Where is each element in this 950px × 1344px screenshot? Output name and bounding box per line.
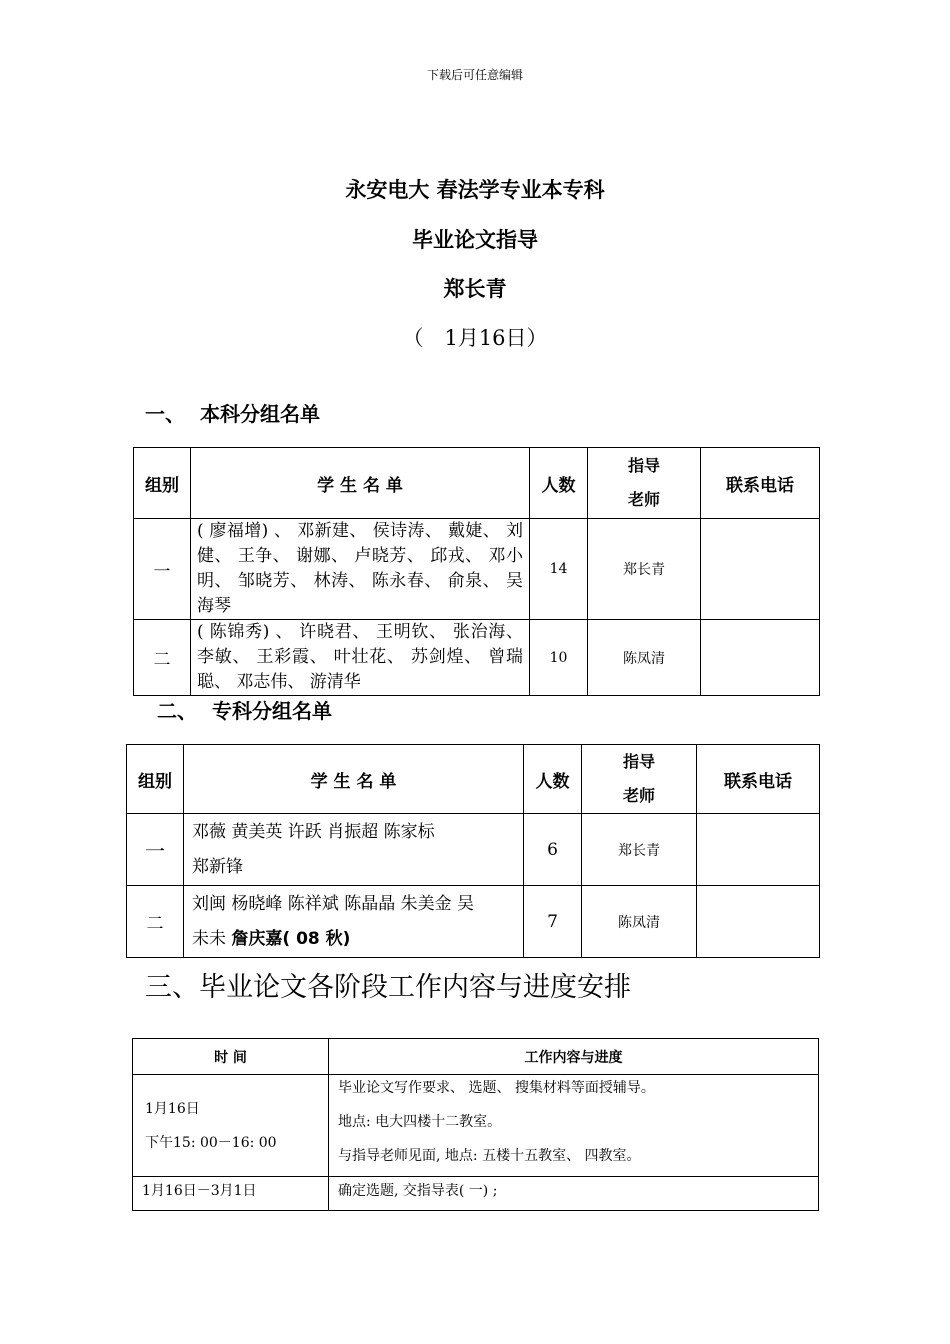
section1-title: 本科分组名单 [200,402,320,426]
advisor-cell: 郑长青 [588,519,701,620]
header-advisor-line1: 指导 [627,456,660,475]
time-cell [133,1177,329,1211]
table-row [127,886,820,958]
phone-cell [701,519,820,620]
content-cell [329,1075,819,1177]
college-group-table [126,744,820,958]
doc-date: （ 1月16日） [402,326,548,350]
names-text: 郑新锋 [192,856,243,877]
time-line: 下午15: 00－16: 00 [145,1134,277,1151]
section1-number: 一、 [145,402,185,426]
header-advisor [582,745,697,814]
header-count: 人数 [530,448,588,519]
names-cell [184,814,524,886]
table-header-row [127,745,820,814]
table-row [133,1075,819,1177]
content-line: 与指导老师见面, 地点: 五楼十五教室、 四教室。 [338,1148,641,1164]
header-content: 工作内容与进度 [329,1039,819,1075]
header-time: 时 间 [133,1039,329,1075]
content-line: 毕业论文写作要求、 选题、 搜集材料等面授辅导。 [338,1080,655,1096]
header-advisor-line2: 老师 [622,786,655,805]
time-line: 1月16日 [145,1100,200,1117]
doc-title-line1: 永安电大 春法学专业本专科 [345,178,605,202]
header-advisor-line1: 指导 [622,752,655,771]
section3-number: 三、 [145,972,199,1003]
group-cell: 一 [127,814,184,886]
doc-title-line2: 毕业论文指导 [412,228,538,252]
header-note: 下载后可任意编辑 [426,68,523,82]
header-phone: 联系电话 [697,745,820,814]
names-cell [184,886,524,958]
header-count: 人数 [524,745,582,814]
names-line [192,922,515,957]
table-header-row [133,1039,819,1075]
doc-title-author: 郑长青 [443,277,507,301]
section3-heading [145,965,631,1004]
phone-cell [697,886,820,958]
header-names: 学 生 名 单 [184,745,524,814]
undergrad-group-table [133,447,820,696]
count-cell: 6 [524,814,582,886]
names-text: 未未 [192,928,232,949]
count-cell: 10 [530,620,588,696]
header-names: 学 生 名 单 [191,448,530,519]
header-advisor [588,448,701,519]
names-line: 刘闽 杨晓峰 陈祥斌 陈晶晶 朱美金 吴 [192,893,475,914]
schedule-table [132,1038,819,1211]
header-advisor-line2: 老师 [627,490,660,509]
phone-cell [697,814,820,886]
content-line: 确定选题, 交指导表( 一) ; [338,1183,498,1199]
advisor-cell: 陈凤清 [588,620,701,696]
section3-title: 毕业论文各阶段工作内容与进度安排 [199,972,631,1003]
section1-heading [145,398,320,427]
header-group: 组别 [127,745,184,814]
table-row [134,620,820,696]
content-cell [329,1177,819,1211]
time-line: 1月16日－3月1日 [142,1183,257,1199]
advisor-cell: 陈凤清 [582,886,697,958]
table-row [127,814,820,886]
time-cell [133,1075,329,1177]
group-cell: 二 [127,886,184,958]
advisor-cell: 郑长青 [582,814,697,886]
names-line: 邓薇 黄美英 许跃 肖振超 陈家标 [192,821,435,842]
count-cell: 14 [530,519,588,620]
count-cell: 7 [524,886,582,958]
names-line [192,850,515,885]
names-cell: ( 陈锦秀) 、 许晓君、 王明钦、 张治海、 李敏、 王彩霞、 叶壮花、 苏剑煌、 曾瑞聪、 邓志伟、 游清华 [191,620,530,696]
table-row [133,1177,819,1211]
header-phone: 联系电话 [701,448,820,519]
section2-title: 专科分组名单 [212,699,332,723]
header-group: 组别 [134,448,191,519]
names-cell: ( 廖福增) 、 邓新建、 侯诗涛、 戴婕、 刘健、 王争、 谢娜、 卢晓芳、 邱戎、 邓小明、 邹晓芳、 林涛、 陈永春、 俞泉、 吴海琴 [191,519,530,620]
group-cell: 二 [134,620,191,696]
group-cell: 一 [134,519,191,620]
table-header-row [134,448,820,519]
names-bold-text: 詹庆嘉( 08 秋) [231,928,351,949]
content-line: 地点: 电大四楼十二教室。 [338,1114,502,1130]
table-row [134,519,820,620]
phone-cell [701,620,820,696]
section2-heading [157,695,332,724]
section2-number: 二、 [157,699,197,723]
